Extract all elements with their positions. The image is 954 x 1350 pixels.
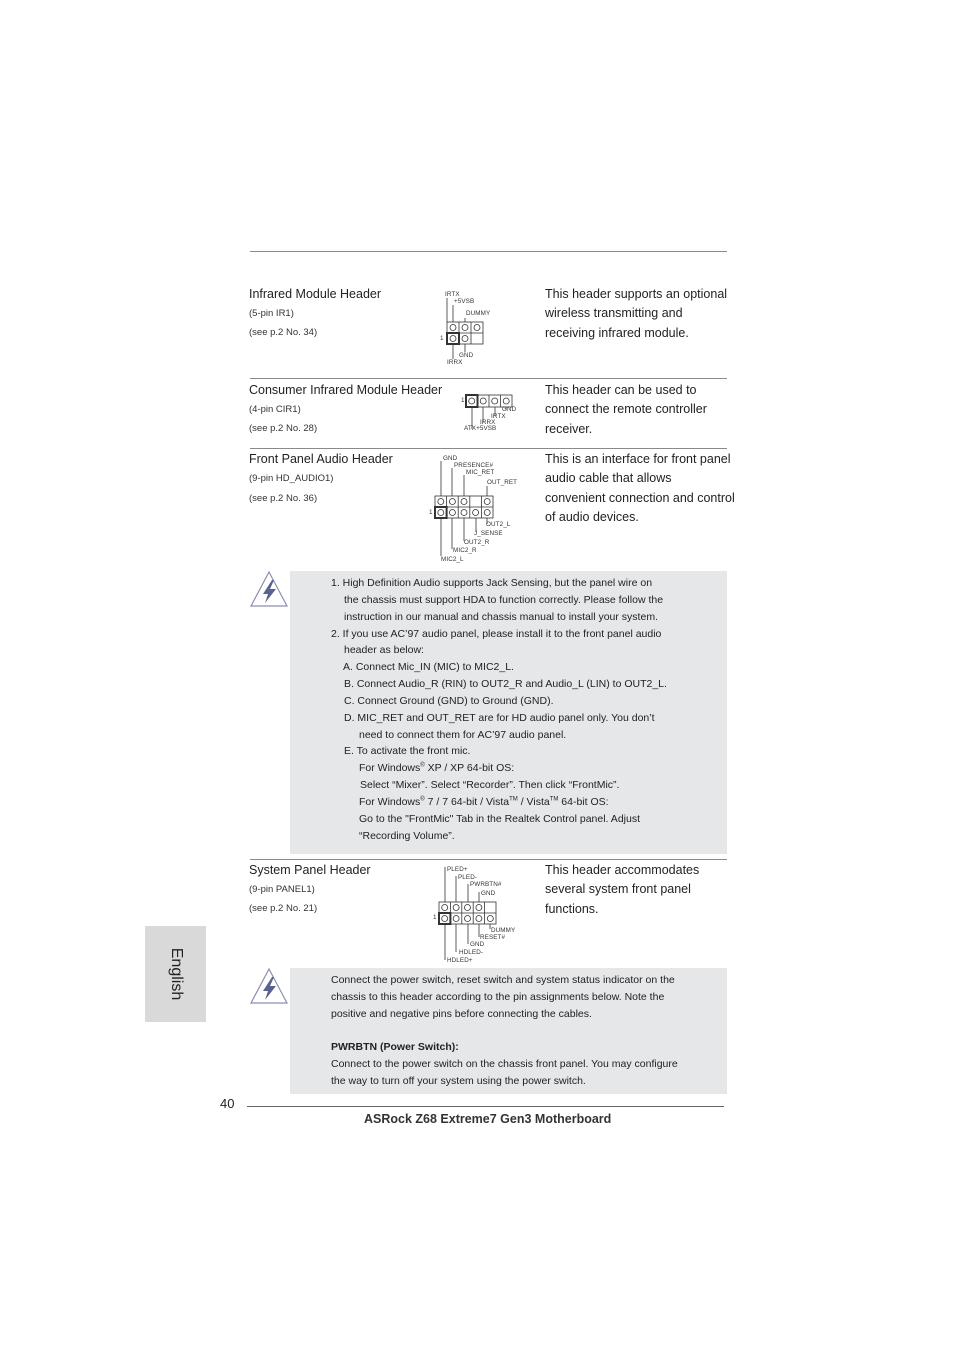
footer-title: ASRock Z68 Extreme7 Gen3 Motherboard bbox=[364, 1112, 612, 1126]
cir-pin: (4-pin CIR1) bbox=[249, 404, 301, 415]
audio-pin-out2-r: OUT2_R bbox=[464, 539, 490, 546]
note1-line3: instruction in our manual and chassis manual to install your system. bbox=[344, 611, 658, 623]
ir-pin-gnd: GND bbox=[459, 352, 474, 359]
note1-line6: A. Connect Mic_IN (MIC) to MIC2_L. bbox=[343, 661, 514, 673]
ir-pin-dummy: DUMMY bbox=[466, 310, 491, 317]
panel-desc: This header accommodates several system front panel functions. bbox=[545, 863, 700, 916]
language-tab bbox=[145, 926, 206, 1022]
audio-title: Front Panel Audio Header bbox=[249, 452, 393, 466]
note2-line5: Connect to the power switch on the chassis front panel. You may configure bbox=[331, 1058, 678, 1070]
audio-pin-mic2-r: MIC2_R bbox=[453, 547, 477, 554]
panel-pin-hdled-plus: HDLED+ bbox=[447, 957, 473, 964]
panel-pin-one: 1 bbox=[433, 914, 437, 921]
panel-pin-gnd-top: GND bbox=[481, 890, 496, 897]
panel-pin-pled-minus: PLED- bbox=[458, 874, 478, 881]
panel-pin-pwrbtn: PWRBTN# bbox=[470, 881, 502, 888]
note1-line1: 1. High Definition Audio supports Jack Sensing, but the panel wire on bbox=[331, 577, 653, 589]
ir-pin-5vsb: +5VSB bbox=[454, 298, 475, 305]
ir-pin-irtx: IRTX bbox=[445, 291, 460, 298]
cir-pin-atx5vsb: ATX+5VSB bbox=[464, 425, 497, 432]
audio-pin-mic2-l: MIC2_L bbox=[441, 556, 464, 563]
cir-pin-gnd: GND bbox=[502, 406, 517, 413]
ir-pin-one: 1 bbox=[440, 335, 444, 342]
cir-title: Consumer Infrared Module Header bbox=[249, 383, 443, 397]
ir-desc: This header supports an optional wireless transmitting and receiving infrared module. bbox=[545, 287, 728, 340]
audio-pin: (9-pin HD_AUDIO1) bbox=[249, 473, 334, 484]
ir-pin: (5-pin IR1) bbox=[249, 308, 294, 319]
cir-desc: This header can be used to connect the remote controller receiver. bbox=[545, 383, 707, 436]
ir-title: Infrared Module Header bbox=[249, 287, 382, 301]
note1-line11: E. To activate the front mic. bbox=[344, 745, 471, 757]
panel-pin-hdled-minus: HDLED- bbox=[459, 949, 484, 956]
audio-pin-presence: PRESENCE# bbox=[454, 462, 494, 469]
page-number: 40 bbox=[220, 1096, 235, 1111]
footer-rule bbox=[247, 1106, 724, 1107]
panel-pin-reset: RESET# bbox=[480, 934, 506, 941]
panel-pin-dummy: DUMMY bbox=[491, 927, 516, 934]
note1-line8: C. Connect Ground (GND) to Ground (GND). bbox=[344, 695, 554, 707]
warning-icon-2 bbox=[249, 967, 289, 1005]
cir-pin-one: 1 bbox=[461, 397, 465, 404]
panel-pin: (9-pin PANEL1) bbox=[249, 884, 315, 895]
note2-line3: positive and negative pins before connecting the cables. bbox=[331, 1008, 592, 1020]
note2-line6: the way to turn off your system using the power switch. bbox=[331, 1075, 586, 1087]
panel-title: System Panel Header bbox=[249, 863, 371, 877]
note2-line1: Connect the power switch, reset switch and system status indicator on the bbox=[331, 974, 675, 986]
note1-line5: header as below: bbox=[344, 644, 424, 656]
note1-line14: For Windows® 7 / 7 64-bit / Vista™ / Vista™ 64-bit OS: bbox=[359, 796, 609, 808]
note1-line15: Go to the "FrontMic" Tab in the Realtek Control panel. Adjust bbox=[359, 813, 640, 825]
note2-line2: chassis to this header according to the pin assignments below. Note the bbox=[331, 991, 665, 1003]
audio-pin-gnd: GND bbox=[443, 455, 458, 462]
note1-line2: the chassis must support HDA to function correctly. Please follow the bbox=[344, 594, 664, 606]
note-panel bbox=[290, 968, 727, 1094]
cir-pin-irtx: IRTX bbox=[491, 413, 506, 420]
note1-line12: For Windows® XP / XP 64-bit OS: bbox=[359, 762, 515, 774]
note1-line9: D. MIC_RET and OUT_RET are for HD audio panel only. You don’t bbox=[344, 712, 655, 724]
panel-pin-gnd-bottom: GND bbox=[470, 941, 485, 948]
note1-line7: B. Connect Audio_R (RIN) to OUT2_R and Audio_L (LIN) to OUT2_L. bbox=[344, 678, 667, 690]
note1-line13: Select “Mixer”. Select “Recorder”. Then click “FrontMic”. bbox=[360, 779, 620, 791]
audio-see: (see p.2 No. 36) bbox=[249, 493, 318, 504]
note1-line16: “Recording Volume”. bbox=[359, 830, 455, 842]
ir-see: (see p.2 No. 34) bbox=[249, 327, 318, 338]
audio-pin-j-sense: J_SENSE bbox=[474, 530, 503, 537]
audio-pin-out2-l: OUT2_L bbox=[486, 521, 511, 528]
note2-line4: PWRBTN (Power Switch): bbox=[331, 1041, 459, 1053]
note1-line10: need to connect them for AC’97 audio panel. bbox=[359, 729, 567, 741]
panel-pin-pled-plus: PLED+ bbox=[447, 866, 468, 873]
audio-pin-one: 1 bbox=[429, 509, 433, 516]
cir-see: (see p.2 No. 28) bbox=[249, 423, 318, 434]
panel-see: (see p.2 No. 21) bbox=[249, 903, 318, 914]
ir-pin-irrx: IRRX bbox=[447, 359, 463, 366]
cir-pin-irrx: IRRX bbox=[480, 419, 496, 426]
audio-pin-mic-ret: MIC_RET bbox=[466, 469, 495, 476]
language-tab-label: English bbox=[167, 947, 185, 1001]
audio-desc: This is an interface for front panel audio cable that allows convenient connection and control of audio devices. bbox=[545, 452, 735, 524]
note1-line4: 2. If you use AC’97 audio panel, please install it to the front panel audio bbox=[331, 628, 662, 640]
audio-pin-out-ret: OUT_RET bbox=[487, 479, 518, 486]
